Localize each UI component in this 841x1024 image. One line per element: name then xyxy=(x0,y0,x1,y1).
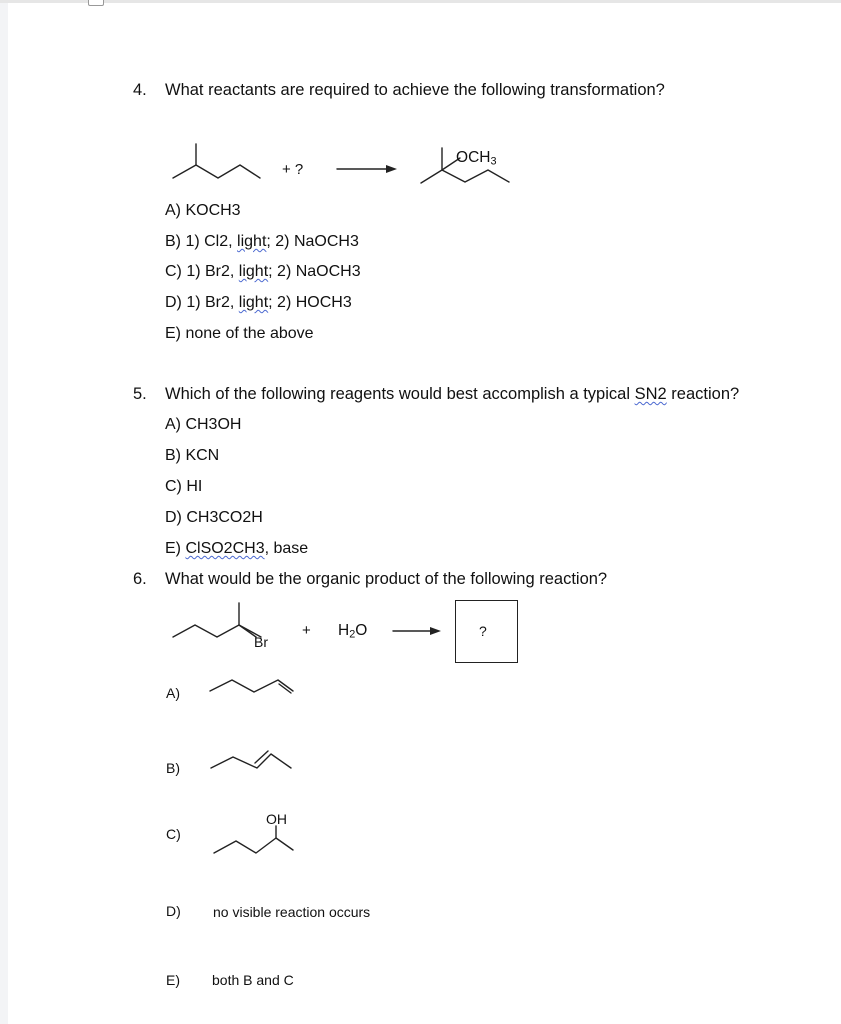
q6-option-a-label[interactable]: A) xyxy=(166,685,180,701)
q6-option-e-label[interactable]: E) xyxy=(166,972,180,988)
q6-option-c-label[interactable]: C) xyxy=(166,826,181,842)
q6-question-text: What would be the organic product of the following reaction? xyxy=(165,570,608,588)
q6-water: $H_2O$ xyxy=(338,622,368,641)
q6-option-d-text: no visible reaction occurs xyxy=(213,904,371,920)
q6-option-e-text: both B and C xyxy=(212,972,294,988)
q5-question-text: Which of the following reagents would best accomplish a typical SN2 reaction? xyxy=(165,385,740,403)
q4-question-text: What reactants are required to achieve the following transformation? xyxy=(165,81,665,99)
q5-option-d[interactable]: D) CH3CO2H xyxy=(165,509,263,526)
q4-option-c[interactable]: C) 1) Br2, light; 2) NaOCH3 xyxy=(165,263,361,280)
q5-option-e[interactable]: E) ClSO2CH3, base xyxy=(165,540,309,557)
q4-plus-reagent: + ? xyxy=(282,161,304,178)
q4-product-och3: $OCH_3$ xyxy=(456,149,497,168)
q6-option-c-hydroxyl: OH xyxy=(266,811,287,827)
q4-option-b[interactable]: B) 1) Cl2, light; 2) NaOCH3 xyxy=(165,233,359,250)
q4-option-e[interactable]: E) none of the above xyxy=(165,325,314,342)
q6-option-d-label[interactable]: D) xyxy=(166,903,181,919)
q5-option-c[interactable]: C) HI xyxy=(165,478,203,495)
q4-number: 4. xyxy=(133,81,147,99)
q4-option-a[interactable]: A) KOCH3 xyxy=(165,202,241,219)
q6-number: 6. xyxy=(133,570,147,588)
q6-plus: + xyxy=(302,622,311,639)
q5-option-a[interactable]: A) CH3OH xyxy=(165,416,242,433)
answer-box-question-mark: ? xyxy=(479,623,487,639)
q4-option-d[interactable]: D) 1) Br2, light; 2) HOCH3 xyxy=(165,294,352,311)
q6-option-b-label[interactable]: B) xyxy=(166,760,180,776)
q5-number: 5. xyxy=(133,385,147,403)
q5-option-b[interactable]: B) KCN xyxy=(165,447,220,464)
q6-bromine-label: Br xyxy=(254,634,268,650)
